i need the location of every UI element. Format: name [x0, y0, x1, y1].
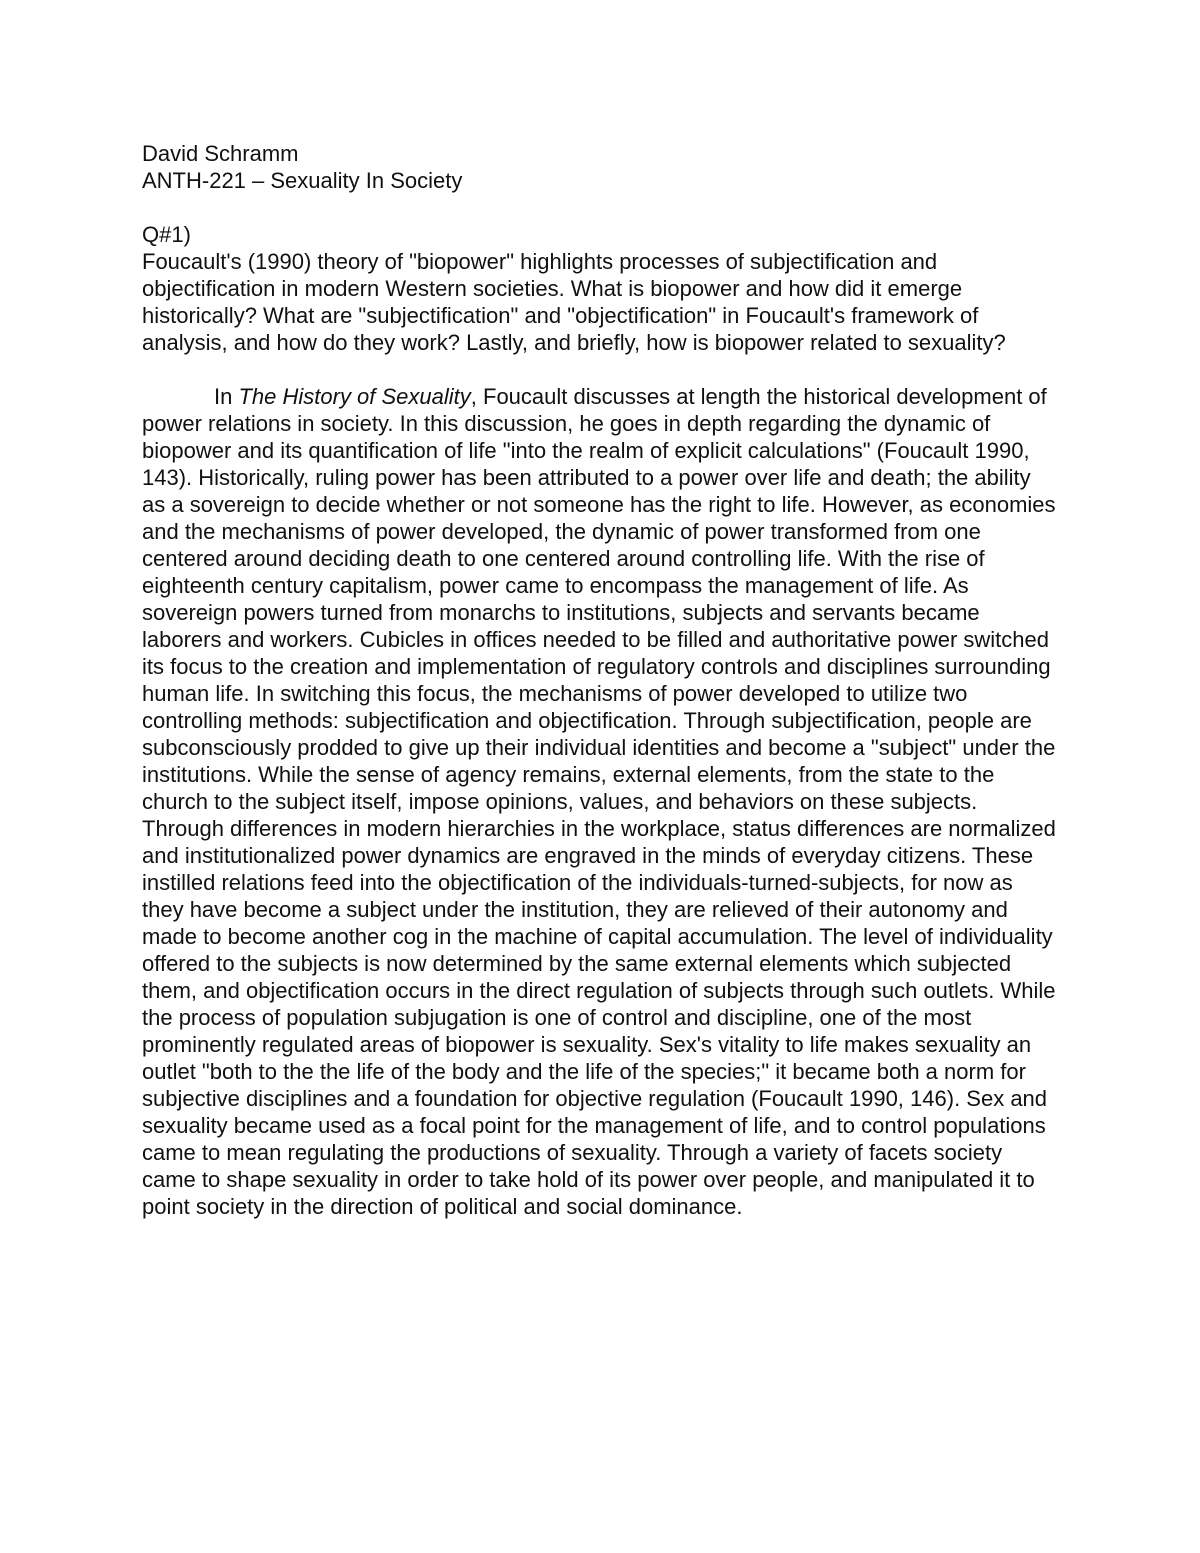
book-title: The History of Sexuality — [238, 384, 471, 409]
question-text: Foucault's (1990) theory of "biopower" highlights processes of subjectification and objectification in modern Western societies. What is biopower and how did it emerge historically? What are "subjectification" and "objectification" in Foucault's framework of analysis, and how do they work? Lastly, and briefly, how is biopower related to sexuality? — [142, 249, 1006, 355]
course-title: ANTH-221 – Sexuality In Society — [142, 168, 463, 193]
spacer — [142, 194, 1058, 221]
question-label: Q#1) — [142, 222, 191, 247]
spacer — [142, 356, 1058, 383]
document-page — [142, 140, 1058, 1220]
answer-body: , Foucault discusses at length the historical development of power relations in society. In this discussion, he goes in depth regarding the dynamic of biopower and its quantification of life "into the realm of explicit calculations" (Foucault 1990, 143). Historically, ruling power has been attributed to a power over life and death; the ability as a sovereign to decide whether or not someone has the right to life. However, as economies and the mechanisms of power developed, the dynamic of power transformed from one centered around deciding death to one centered around controlling life. With the rise of eighteenth century capitalism, power came to encompass the management of life. As sovereign powers turned from monarchs to institutions, subjects and servants became laborers and workers. Cubicles in offices needed to be filled and authoritative power switched its focus to the creation and implementation of regulatory controls and disciplines surrounding human life. In switching this focus, the mechanisms of power developed to utilize two controlling methods: subjectification and objectification. Through subjectification, people are subconsciously prodded to give up their individual identities and become a "subject" under the institutions. While the sense of agency remains, external elements, from the state to the church to the subject itself, impose opinions, values, and behaviors on these subjects. Through differences in modern hierarchies in the workplace, status differences are normalized and institutionalized power dynamics are engraved in the minds of everyday citizens. These instilled relations feed into the objectification of the individuals-turned-subjects, for now as they have become a subject under the institution, they are relieved of their autonomy and made to become another cog in the machine of capital accumulation. The level of individuality offered to the subjects is now determined by the same external elements which subjected them, and objectification occurs in the direct regulation of subjects through such outlets. While the process of population subjugation is one of control and discipline, one of the most prominently regulated areas of biopower is sexuality. Sex's vitality to life makes sexuality an outlet "both to the the life of the body and the life of the species;" it became both a norm for subjective disciplines and a foundation for objective regulation (Foucault 1990, 146). Sex and sexuality became used as a focal point for the management of life, and to control populations came to mean regulating the productions of sexuality. Through a variety of facets society came to shape sexuality in order to take hold of its power over people, and manipulated it to point society in the direction of political and social dominance. — [142, 384, 1056, 1219]
answer-lead: In — [214, 384, 239, 409]
author-name: David Schramm — [142, 141, 299, 166]
answer-paragraph — [142, 383, 1058, 1220]
